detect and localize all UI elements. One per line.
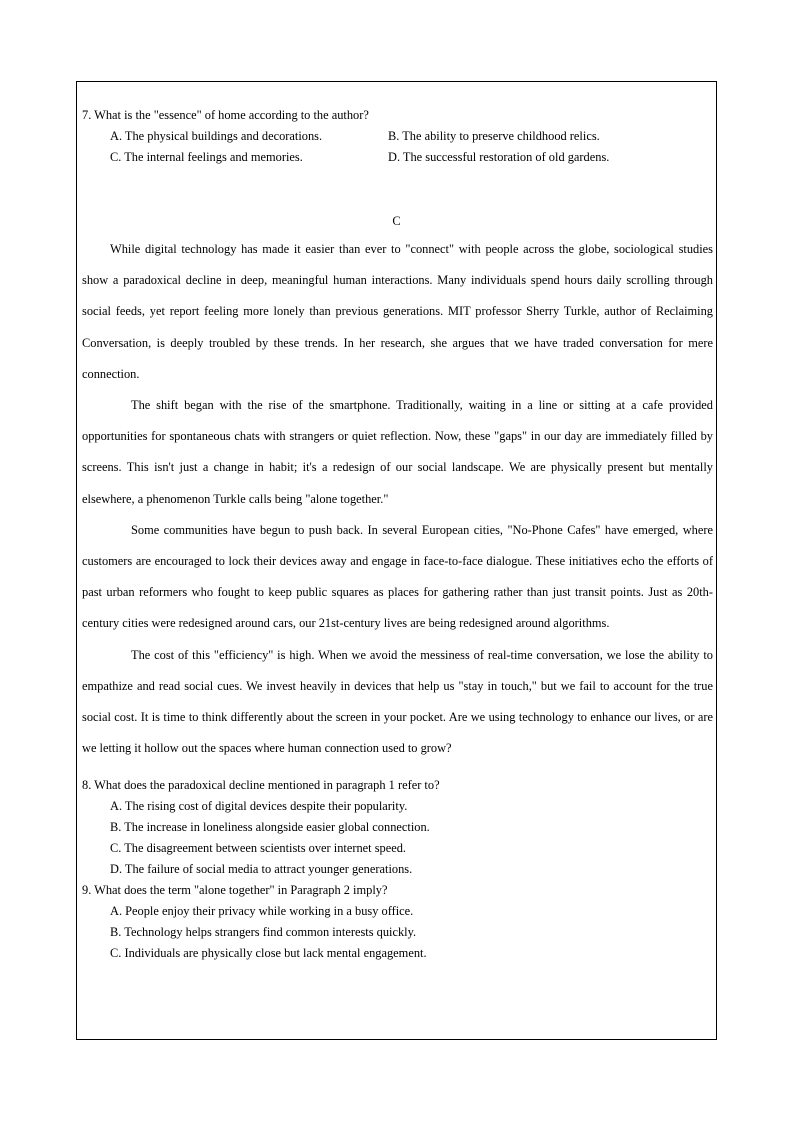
question-7: [82, 105, 713, 168]
option-row: [82, 859, 713, 880]
passage-paragraph-1: While digital technology has made it easier than ever to "connect" with people across the globe, sociological studies show a paradoxical decline in deep, meaningful human interactions. Many individuals spend hours daily scrolling through social feeds, yet report feeling more lonely than previous generations. MIT professor Sherry Turkle, author of Reclaiming Conversation, is deeply troubled by these trends. In her research, she argues that we have traded conversation for mere connection.: [82, 242, 713, 381]
question-7-options: [82, 126, 713, 168]
worksheet-content: [82, 105, 713, 964]
passage-paragraph-4: The cost of this "efficiency" is high. When we avoid the messiness of real-time conversation, we lose the ability to empathize and read social cues. We invest heavily in devices that help us "stay in touch," but we fail to account for the true social cost. It is time to think differently about the screen in your pocket. Are we using technology to enhance our lives, or are we letting it hollow out the spaces where human connection used to grow?: [82, 647, 713, 756]
option-a: A. The rising cost of digital devices despite their popularity.: [110, 799, 408, 814]
option-row: [82, 796, 713, 817]
option-a: A. People enjoy their privacy while working in a busy office.: [110, 904, 414, 919]
option-row: [82, 922, 713, 943]
option-b: B. The ability to preserve childhood relics.: [388, 129, 600, 143]
options-row: [82, 126, 713, 147]
question-8: [82, 775, 713, 880]
option-b: B. The increase in loneliness alongside easier global connection.: [110, 820, 430, 835]
question-8-text: 8. What does the paradoxical decline mentioned in paragraph 1 refer to?: [82, 778, 440, 793]
question-7-text: 7. What is the "essence" of home according to the author?: [82, 108, 369, 122]
question-9: [82, 880, 713, 964]
passage-label: C: [392, 214, 401, 228]
option-row: [82, 901, 713, 922]
passage-c: [82, 234, 713, 764]
passage-paragraph-2: The shift began with the rise of the smartphone. Traditionally, waiting in a line or sitting at a cafe provided opportunities for spontaneous chats with strangers or quiet reflection. Now, these "gaps" in our day are immediately filled by screens. This isn't just a change in habit; it's a redesign of our social landscape. We are physically present but mentally elsewhere, a phenomenon Turkle calls being "alone together.": [82, 398, 713, 506]
option-row: [82, 817, 713, 838]
option-c: C. The internal feelings and memories.: [110, 150, 303, 164]
question-9-text: 9. What does the term "alone together" in Paragraph 2 imply?: [82, 883, 388, 898]
option-d: D. The successful restoration of old gardens.: [388, 150, 610, 164]
option-row: [82, 943, 713, 964]
passage-paragraph-3: Some communities have begun to push back. In several European cities, "No-Phone Cafes" have emerged, where customers are encouraged to lock their devices away and engage in face-to-face dialogue. These initiatives echo the efforts of past urban reformers who fought to keep public squares as places for gathering rather than just transit points. Just as 20th-century cities were redesigned around cars, our 21st-century lives are being redesigned around algorithms.: [82, 522, 713, 631]
option-d: D. The failure of social media to attract younger generations.: [110, 862, 413, 877]
options-row: [82, 147, 713, 168]
option-c: C. The disagreement between scientists over internet speed.: [110, 841, 407, 856]
option-row: [82, 838, 713, 859]
option-c: C. Individuals are physically close but lack mental engagement.: [110, 946, 427, 961]
option-a: A. The physical buildings and decorations.: [110, 129, 323, 143]
option-b: B. Technology helps strangers find common interests quickly.: [110, 925, 417, 940]
